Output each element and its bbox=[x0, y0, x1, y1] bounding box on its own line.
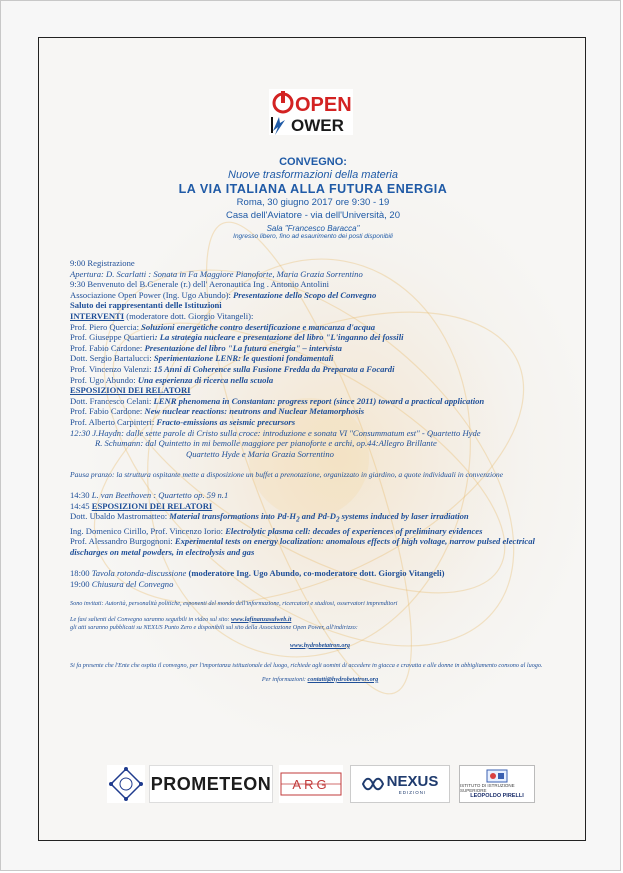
program-line: Prof. Alessandro Burgognoni: Experimental tests on energy localization: anomalous effects of high voltage, narrow pulsed electrical discharges on metal powders, in electrolysis and gas bbox=[70, 536, 535, 557]
program-line: 18:00 Tavola rotonda-discussione (moderatore Ing. Ugo Abundo, co-moderatore dott. Giorgio Vitangeli) bbox=[70, 567, 445, 578]
event-hall: Sala "Francesco Baracca" bbox=[266, 224, 360, 233]
program-line: Prof. Giuseppe Quartieri: La strategia nucleare e presentazione del libro "L'inganno dei fossili bbox=[70, 332, 404, 343]
program-line: 12:30 J.Haydn: dalle sette parole di Cristo sulla croce: introduzione e sonata VI "Consummatum est" - Quartetto Hyde bbox=[70, 427, 481, 438]
contact-info: Per informazioni: contatti@hydrobetatron.org bbox=[261, 675, 379, 683]
event-admission: Ingresso libero, fino ad esaurimento dei posti disponibili bbox=[233, 233, 393, 240]
program-line: Apertura: D. Scarlatti : Sonata in Fa Maggiore Pianoforte, Maria Grazia Sorrentino bbox=[70, 268, 363, 279]
program-line: Dott. Ubaldo Mastromatteo: Material transformations into $Pd-H_2$ and $Pd-D_2$ systems induced by laser irradiation bbox=[70, 511, 469, 524]
program-line: Prof. Ugo Abundo: Una esperienza di ricerca nella scuola bbox=[70, 374, 274, 385]
section-heading-esposizioni-2: 14:45 ESPOSIZIONI DEI RELATORI bbox=[70, 500, 213, 511]
nexus-text: NEXUS bbox=[386, 773, 439, 790]
event-title: LA VIA ITALIANA ALLA FUTURA ENERGIA bbox=[178, 182, 448, 196]
program-line: Saluto dei rappresentanti delle Istituzioni bbox=[70, 300, 222, 311]
program-line: R. Schumann: dal Quintetto in mi bemolle maggiore per pianoforte e archi, op.44:Allegro Brillante bbox=[95, 438, 437, 449]
sponsor-logos bbox=[107, 765, 537, 803]
section-heading-esposizioni: ESPOSIZIONI DEI RELATORI bbox=[70, 385, 191, 396]
prometeon-logo: PROMETEON bbox=[149, 765, 273, 803]
poster-page bbox=[38, 37, 586, 841]
dress-code-note: Si fa presente che l'Ente che ospita il convegno, per l'importanza istituzionale del luogo, richiede agli uomini di accedere in giacca e cravatta e alle donne in abbigliamento consono al luogo. bbox=[70, 661, 543, 669]
nexus-logo bbox=[350, 765, 450, 803]
sponsor-seal-logo bbox=[107, 765, 145, 803]
lunch-break: Pausa pranzo: la struttura ospitante mette a disposizione un buffet a prenotazione, organizzato in giardino, a quote individuali in convenzione bbox=[70, 469, 504, 479]
program-line: Dott. Sergio Bartalucci: Sperimentazione LENR: le questioni fondamentali bbox=[70, 353, 334, 364]
event-label: CONVEGNO: bbox=[279, 156, 347, 168]
invited-note: Sono invitati: Autorità, personalità politiche, esponenti del mondo dell'informazione, ricercatori e studiosi, osservatori imprenditori bbox=[70, 599, 398, 607]
arg-logo bbox=[279, 765, 343, 803]
event-venue: Casa dell'Aviatore - via dell'Università, 20 bbox=[225, 210, 400, 221]
program-line: Associazione Open Power (Ing. Ugo Abundo): Presentazione dello Scopo del Convegno bbox=[70, 289, 377, 300]
program-line: Dott. Francesco Celani: LENR phenomena in Constantan: progress report (since 2011) toward a practical application bbox=[70, 395, 485, 406]
event-subtitle: Nuove trasformazioni della materia bbox=[228, 169, 398, 181]
program-line: 14:30 L. van Beethoven : Quartetto op. 59 n.1 bbox=[70, 490, 229, 501]
pirelli-school-logo bbox=[459, 765, 535, 803]
event-date: Roma, 30 giugno 2017 ore 9:30 - 19 bbox=[236, 197, 390, 208]
program-line: Prof. Fabio Cardone: Presentazione del libro "La futura energia" – intervista bbox=[70, 342, 342, 353]
arg-text: ARG bbox=[292, 777, 330, 792]
program-line: Prof. Alberto Carpinteri: Fracto-emissions as seismic precursors bbox=[70, 416, 296, 427]
nexus-subtext: EDIZIONI bbox=[398, 790, 427, 795]
program-line: Prof. Vincenzo Valenzi: 15 Anni di Coherence sulla Fusione Fredda da Preparata a Focardi bbox=[70, 363, 395, 374]
program-line: Quartetto Hyde e Maria Grazia Sorrentino bbox=[186, 448, 334, 459]
acts-note: gli atti saranno pubblicati su NEXUS Punto Zero e disponibili sul sito della Associazione Open Power, all'indirizzo: bbox=[70, 623, 358, 631]
program-line: Prof. Fabio Cardone: New nuclear reactions: neutrons and Nuclear Metamorphosis bbox=[70, 406, 365, 417]
contact-email-link[interactable]: contatti@hydrobetatron.org bbox=[307, 675, 379, 683]
nexus-mark-icon bbox=[362, 777, 384, 791]
school-type: ISTITUTO DI ISTRUZIONE SUPERIORE bbox=[460, 783, 515, 793]
program-line: 9:00 Registrazione bbox=[70, 258, 135, 268]
school-emblem-icon bbox=[486, 769, 508, 783]
logo-text-open: OPEN bbox=[295, 94, 352, 116]
program-line: Prof. Piero Quercia: Soluzioni energetiche contro desertificazione e mancanza d'acqua bbox=[70, 321, 376, 332]
section-heading-interventi: INTERVENTI (moderatore dott. Giorgio Vitangeli): bbox=[70, 310, 254, 321]
program-line: Ing. Domenico Cirillo, Prof. Vincenzo Iorio: Electrolytic plasma cell: decades of experiences of preliminary evidences bbox=[70, 525, 483, 536]
logo-text-power: OWER bbox=[291, 116, 344, 135]
video-note: Le fasi salienti del Convegno saranno seguibili in video sul sito: www.lafinanzasulweb.it bbox=[70, 615, 292, 623]
program-line: 9:30 Benvenuto del B.Generale (r.) dell' Aeronautica Ing . Antonio Antolini bbox=[70, 279, 330, 290]
website-link[interactable]: www.hydrobetatron.org bbox=[290, 641, 350, 649]
school-name: LEOPOLDO PIRELLI bbox=[470, 793, 524, 799]
program-line: 19:00 Chiusura del Convegno bbox=[70, 578, 174, 589]
open-power-logo bbox=[269, 89, 353, 135]
program bbox=[70, 258, 570, 684]
